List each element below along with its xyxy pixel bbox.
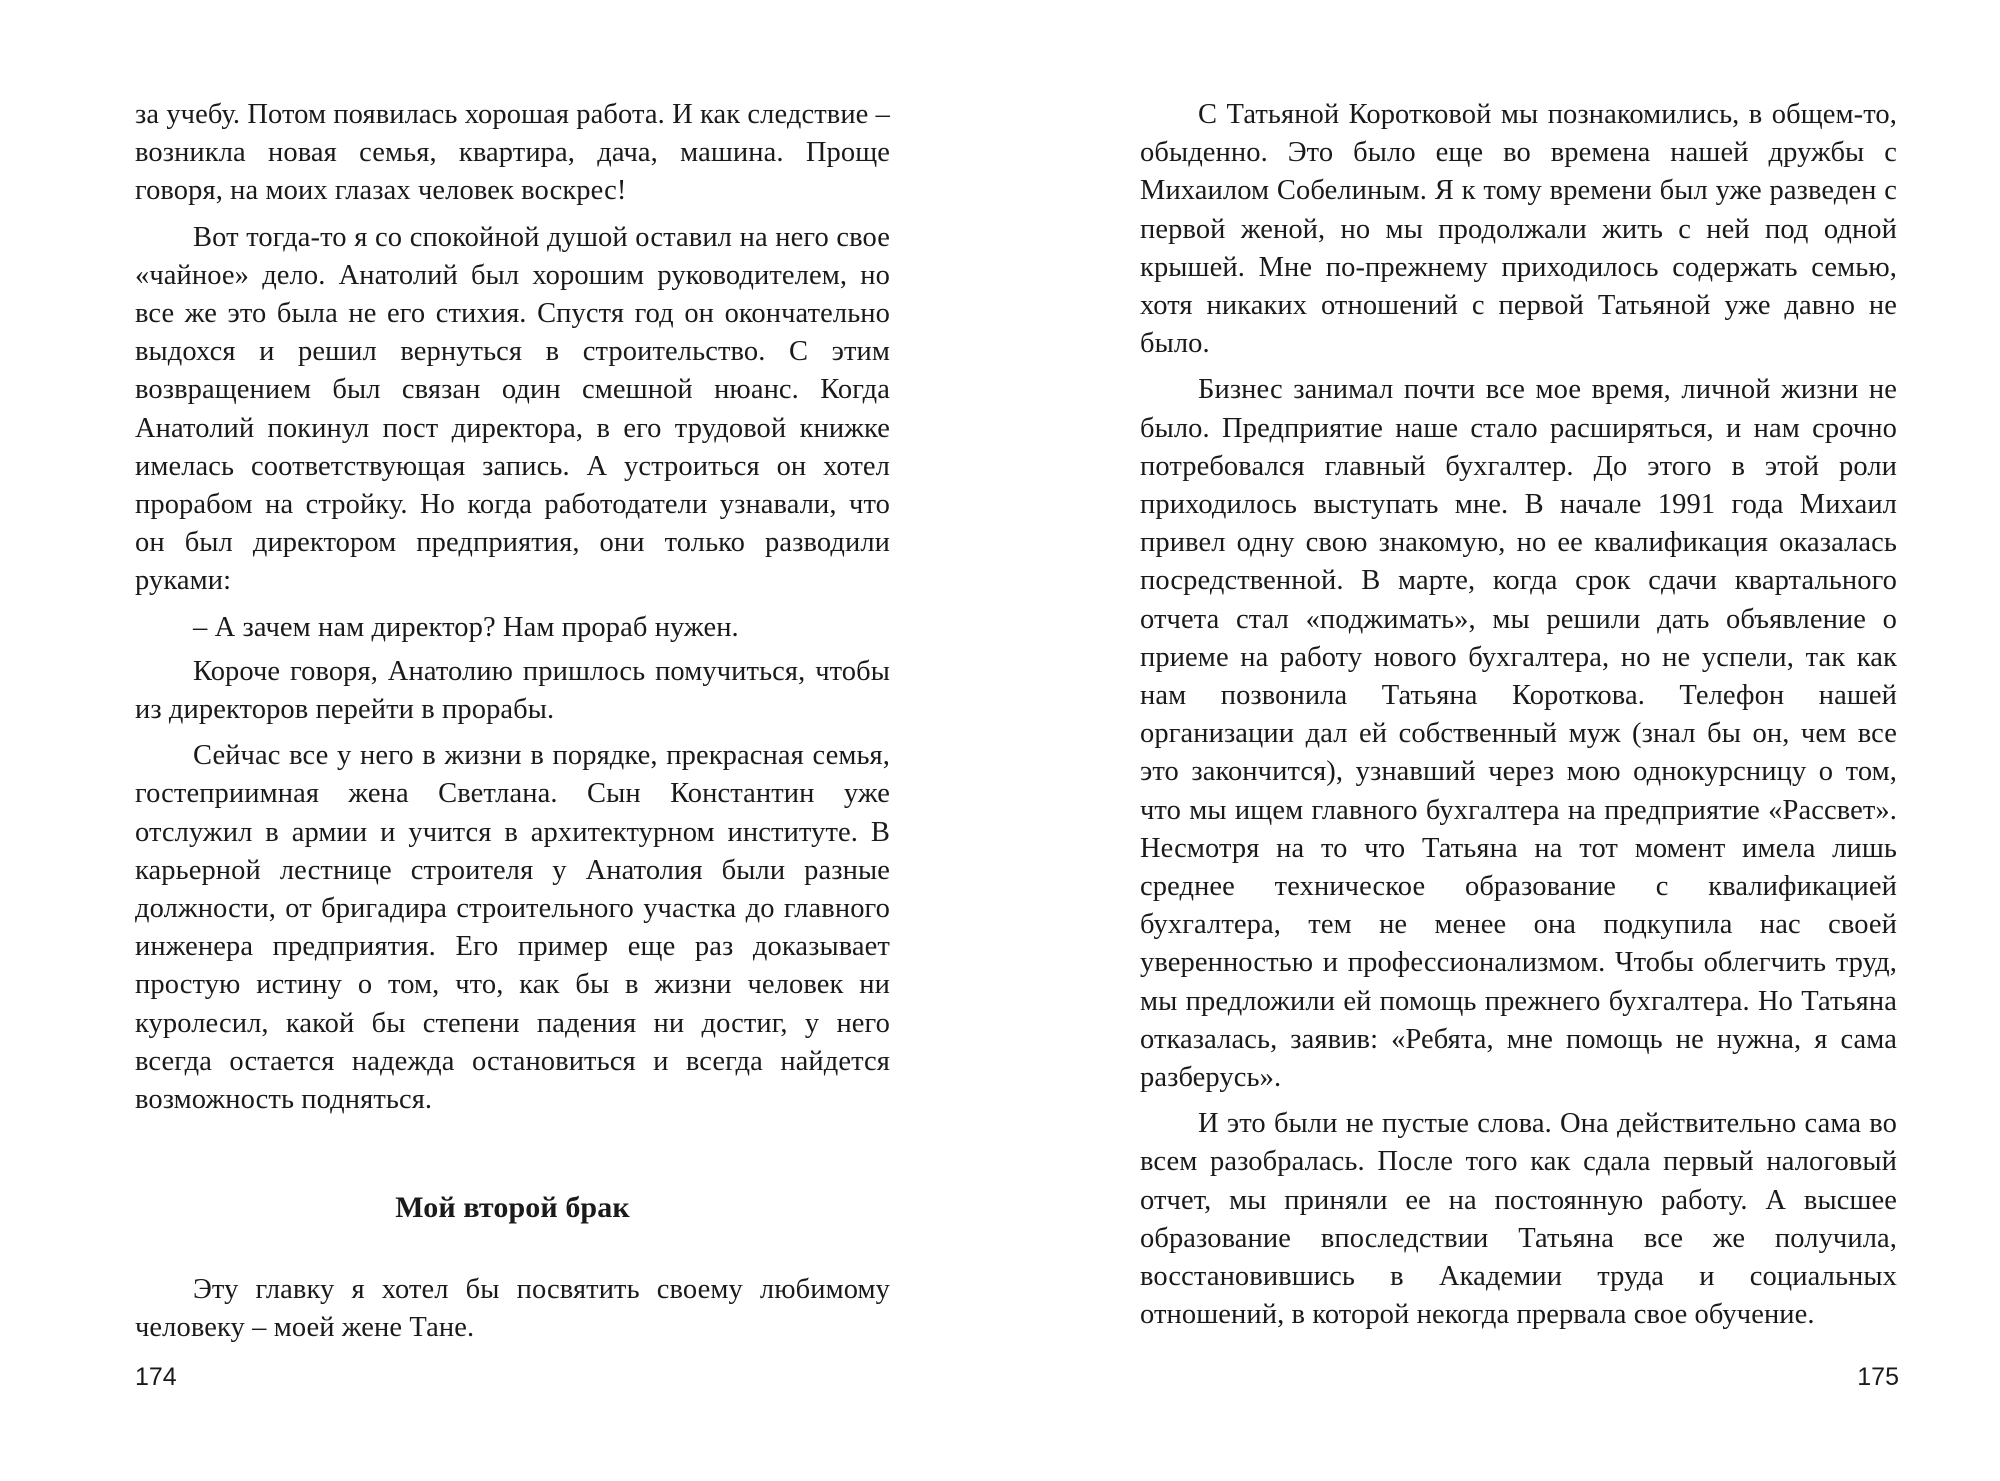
page-number: 175 <box>1857 1363 1899 1391</box>
paragraph: Вот тогда-то я со спокойной душой оставил на него свое «чайное» дело. Анатолий был хорошим руководителем, но все же это была не его стихия. Спустя год он окончательно выдохся и решил вернуться в строительство. С этим возвращением был связан один смешной нюанс. Когда Анатолий покинул пост директора, в его трудовой книжке имелась соответствующая запись. А устроиться он хотел прорабом на стройку. Но когда работодатели узнавали, что он был директором предприятия, они только разводили руками: <box>135 221 890 597</box>
right-text-column <box>1140 96 1897 1343</box>
paragraph: Бизнес занимал почти все мое время, личной жизни не было. Предприятие наше стало расширяться, и нам срочно потребовался главный бухгалтер. До этого в этой роли приходилось выступать мне. В начале 1991 года Михаил привел одну свою знакомую, но ее квалификация оказалась посредственной. В марте, когда срок сдачи квартального отчета стал «поджимать», мы решили дать объявление о приеме на работу нового бухгалтера, но не успели, так как нам позвонила Татьяна Короткова. Телефон нашей организации дал ей собственный муж (знал бы он, чем все это закончится), узнавший через мою однокурсницу о том, что мы ищем главного бухгалтера на предприятие «Рассвет». Несмотря на то что Татьяна на тот момент имела лишь среднее техническое образование с квалификацией бухгалтера, тем не менее она подкупила нас своей уверенностью и профессионализмом. Чтобы облегчить труд, мы предложили ей помощь прежнего бухгалтера. Но Татьяна отказалась, заявив: «Ребята, мне помощь не нужна, я сама разберусь». <box>1140 374 1897 1094</box>
paragraph: И это были не пустые слова. Она действительно сама во всем разобралась. После того как сдала первый налоговый отчет, мы приняли ее на постоянную работу. А высшее образование впоследствии Татьяна все же получила, восстановившись в Академии труда и социальных отношений, в которой некогда прервала свое обучение. <box>1140 1108 1897 1331</box>
paragraph: Короче говоря, Анатолию пришлось помучиться, чтобы из директоров перейти в прорабы. <box>135 655 890 726</box>
paragraph: за учебу. Потом появилась хорошая работа. И как следствие – возникла новая семья, квартира, дача, машина. Проще говоря, на моих глазах человек воскрес! <box>135 99 890 207</box>
page-number: 174 <box>135 1363 177 1391</box>
left-text-column <box>135 96 890 1356</box>
paragraph: Эту главку я хотел бы посвятить своему любимому человеку – моей жене Тане. <box>135 1274 890 1344</box>
chapter-title: Мой второй брак <box>395 1191 630 1225</box>
paragraph: С Татьяной Коротковой мы познакомились, в общем-то, обыденно. Это было еще во времена нашей дружбы с Михаилом Собелиным. Я к тому времени был уже разведен с первой женой, но мы продолжали жить с ней под одной крышей. Мне по-прежнему приходилось содержать семью, хотя никаких отношений с первой Татьяной уже давно не было. <box>1140 99 1897 360</box>
dialog-line: – А зачем нам директор? Нам прораб нужен. <box>193 611 739 643</box>
paragraph: Сейчас все у него в жизни в порядке, прекрасная семья, гостеприимная жена Светлана. Сын Константин уже отслужил в армии и учится в архитектурном институте. В карьерной лестнице строителя у Анатолия были разные должности, от бригадира строительного участка до главного инженера предприятия. Его пример еще раз доказывает простую истину о том, что, как бы в жизни человек ни куролесил, какой бы степени падения ни достиг, у него всегда остается надежда остановиться и всегда найдется возможность подняться. <box>135 740 890 1116</box>
right-page <box>1000 0 2000 1481</box>
